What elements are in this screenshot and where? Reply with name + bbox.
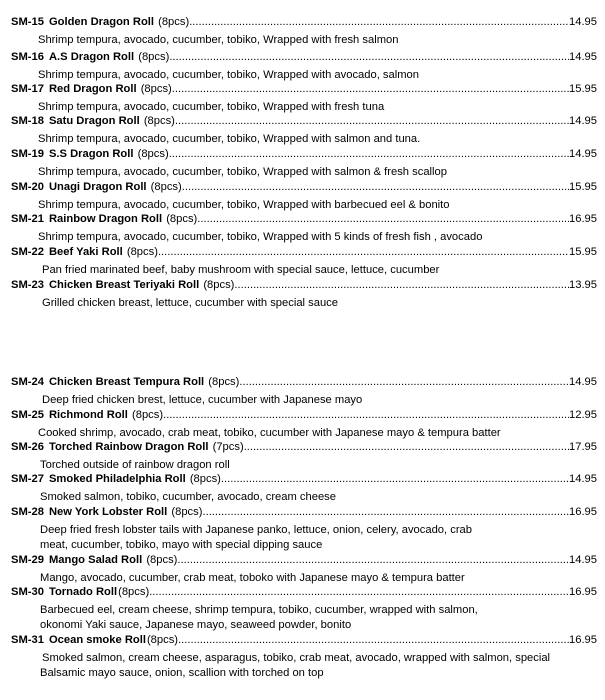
- item-qty: (8pcs): [138, 51, 170, 63]
- dot-leader: [234, 278, 569, 292]
- dot-leader: [158, 245, 569, 259]
- item-name: Red Dragon Roll: [48, 83, 137, 95]
- menu-item: [11, 147, 597, 180]
- item-qty: (8pcs): [203, 279, 235, 291]
- item-qty: (8pcs): [166, 213, 198, 225]
- item-name: Mango Salad Roll: [48, 554, 143, 566]
- menu-item: [11, 553, 597, 586]
- dot-leader: [189, 15, 569, 29]
- dot-leader: [172, 82, 569, 96]
- dot-leader: [169, 50, 569, 64]
- item-description: Torched outside of rainbow dragon roll: [40, 459, 230, 471]
- item-qty: (8pcs): [189, 473, 221, 485]
- item-name: New York Lobster Roll: [48, 506, 168, 518]
- dot-leader: [239, 375, 569, 389]
- item-code: SM-19: [11, 148, 44, 160]
- menu-item: [11, 408, 597, 441]
- menu-item: [11, 82, 597, 115]
- item-description-line-2: meat, cucumber, tobiko, mayo with special dipping sauce: [40, 539, 323, 551]
- dot-leader: [182, 180, 569, 194]
- item-qty: (8pcs): [140, 83, 172, 95]
- item-code: SM-18: [11, 115, 44, 127]
- item-code: SM-20: [11, 181, 44, 193]
- item-price: 12.95: [569, 409, 597, 421]
- item-price: 14.95: [569, 554, 597, 566]
- item-name: Torched Rainbow Dragon Roll: [48, 441, 209, 453]
- item-name: Chicken Breast Teriyaki Roll: [48, 279, 200, 291]
- item-price: 14.95: [569, 16, 597, 28]
- item-price: 14.95: [569, 51, 597, 63]
- dot-leader: [149, 585, 569, 599]
- item-code: SM-31: [11, 634, 44, 646]
- menu-item: [11, 633, 597, 681]
- menu-item: [11, 50, 597, 83]
- item-name: Unagi Dragon Roll: [48, 181, 147, 193]
- dot-leader: [221, 472, 569, 486]
- menu-item: [11, 375, 597, 408]
- item-code: SM-21: [11, 213, 44, 225]
- item-name: Smoked Philadelphia Roll: [48, 473, 186, 485]
- item-description: Deep fried fresh lobster tails with Japanese panko, lettuce, onion, celery, avocado, crab: [40, 524, 472, 536]
- menu-item: [11, 180, 597, 213]
- item-code: SM-23: [11, 279, 44, 291]
- item-description-line-2: okonomi Yaki sauce, Japanese mayo, seaweed powder, bonito: [40, 619, 352, 631]
- dot-leader: [178, 633, 569, 647]
- dot-leader: [177, 553, 569, 567]
- item-code: SM-30: [11, 586, 44, 598]
- item-price: 14.95: [569, 376, 597, 388]
- dot-leader: [202, 505, 569, 519]
- item-description: Mango, avocado, cucumber, crab meat, toboko with Japanese mayo & tempura batter: [40, 572, 465, 584]
- menu-item: [11, 472, 597, 505]
- item-price: 16.95: [569, 634, 597, 646]
- item-qty: (8pcs): [150, 181, 182, 193]
- dot-leader: [197, 212, 569, 226]
- item-description: Shrimp tempura, avocado, cucumber, tobiko, Wrapped with avocado, salmon: [38, 69, 419, 81]
- item-qty: (8pcs): [146, 634, 179, 646]
- item-description: Smoked salmon, tobiko, cucumber, avocado, cream cheese: [40, 491, 336, 503]
- item-price: 17.95: [569, 441, 597, 453]
- dot-leader: [175, 114, 569, 128]
- menu-item: [11, 245, 597, 278]
- item-qty: (8pcs): [208, 376, 240, 388]
- item-qty: (8pcs): [126, 246, 158, 258]
- menu-item: [11, 114, 597, 147]
- item-description: Barbecued eel, cream cheese, shrimp tempura, tobiko, cucumber, wrapped with salmon,: [40, 604, 478, 616]
- dot-leader: [244, 440, 569, 454]
- menu-item: [11, 15, 597, 48]
- item-description: Cooked shrimp, avocado, crab meat, tobiko, cucumber with Japanese mayo & tempura batter: [38, 427, 501, 439]
- item-name: S.S Dragon Roll: [48, 148, 134, 160]
- item-price: 15.95: [569, 181, 597, 193]
- item-code: SM-26: [11, 441, 44, 453]
- item-code: SM-17: [11, 83, 44, 95]
- item-code: SM-29: [11, 554, 44, 566]
- item-description: Pan fried marinated beef, baby mushroom with special sauce, lettuce, cucumber: [42, 264, 440, 276]
- item-name: Beef Yaki Roll: [48, 246, 123, 258]
- item-price: 16.95: [569, 213, 597, 225]
- item-name: Ocean smoke Roll: [48, 634, 146, 646]
- item-description: Smoked salmon, cream cheese, asparagus, tobiko, crab meat, avocado, wrapped with salmon, special: [42, 652, 551, 664]
- item-qty: (8pcs): [146, 554, 178, 566]
- menu-item: [11, 278, 597, 311]
- item-code: SM-22: [11, 246, 44, 258]
- menu-item: [11, 212, 597, 245]
- item-description: Shrimp tempura, avocado, cucumber, tobiko, Wrapped with salmon & fresh scallop: [38, 166, 447, 178]
- item-description: Shrimp tempura, avocado, cucumber, tobiko, Wrapped with fresh tuna: [38, 101, 385, 113]
- item-code: SM-27: [11, 473, 44, 485]
- menu-item: [11, 585, 597, 633]
- item-price: 15.95: [569, 83, 597, 95]
- item-description: Shrimp tempura, avocado, cucumber, tobiko, Wrapped with 5 kinds of fresh fish , avocado: [38, 231, 483, 243]
- item-description: Shrimp tempura, avocado, cucumber, tobiko, Wrapped with fresh salmon: [38, 34, 399, 46]
- item-qty: (8pcs): [132, 409, 164, 421]
- menu-item: [11, 440, 597, 473]
- item-price: 14.95: [569, 115, 597, 127]
- item-name: Chicken Breast Tempura Roll: [48, 376, 205, 388]
- dot-leader: [169, 147, 569, 161]
- item-description: Shrimp tempura, avocado, cucumber, tobiko, Wrapped with salmon and tuna.: [38, 133, 421, 145]
- item-name: Tornado Roll: [48, 586, 118, 598]
- item-qty: (8pcs): [158, 16, 190, 28]
- item-name: A.S Dragon Roll: [48, 51, 135, 63]
- item-price: 16.95: [569, 586, 597, 598]
- item-code: SM-16: [11, 51, 44, 63]
- menu-item: [11, 505, 597, 553]
- item-name: Rainbow Dragon Roll: [48, 213, 163, 225]
- item-name: Satu Dragon Roll: [48, 115, 140, 127]
- item-description: Shrimp tempura, avocado, cucumber, tobiko, Wrapped with barbecued eel & bonito: [38, 199, 450, 211]
- item-code: SM-28: [11, 506, 44, 518]
- item-price: 14.95: [569, 473, 597, 485]
- item-description: Grilled chicken breast, lettuce, cucumber with special sauce: [42, 297, 338, 309]
- item-qty: (8pcs): [118, 586, 150, 598]
- item-qty: (8pcs): [171, 506, 203, 518]
- item-code: SM-24: [11, 376, 44, 388]
- item-qty: (7pcs): [212, 441, 244, 453]
- item-price: 14.95: [569, 148, 597, 160]
- item-code: SM-25: [11, 409, 44, 421]
- item-code: SM-15: [11, 16, 44, 28]
- item-price: 16.95: [569, 506, 597, 518]
- item-price: 13.95: [569, 279, 597, 291]
- item-price: 15.95: [569, 246, 597, 258]
- item-description-line-2: Balsamic mayo sauce, onion, scallion with torched on top: [40, 667, 324, 679]
- item-qty: (8pcs): [137, 148, 169, 160]
- item-qty: (8pcs): [143, 115, 175, 127]
- item-name: Richmond Roll: [48, 409, 128, 421]
- item-name: Golden Dragon Roll: [48, 16, 154, 28]
- item-description: Deep fried chicken brest, lettuce, cucumber with Japanese mayo: [42, 394, 363, 406]
- dot-leader: [163, 408, 569, 422]
